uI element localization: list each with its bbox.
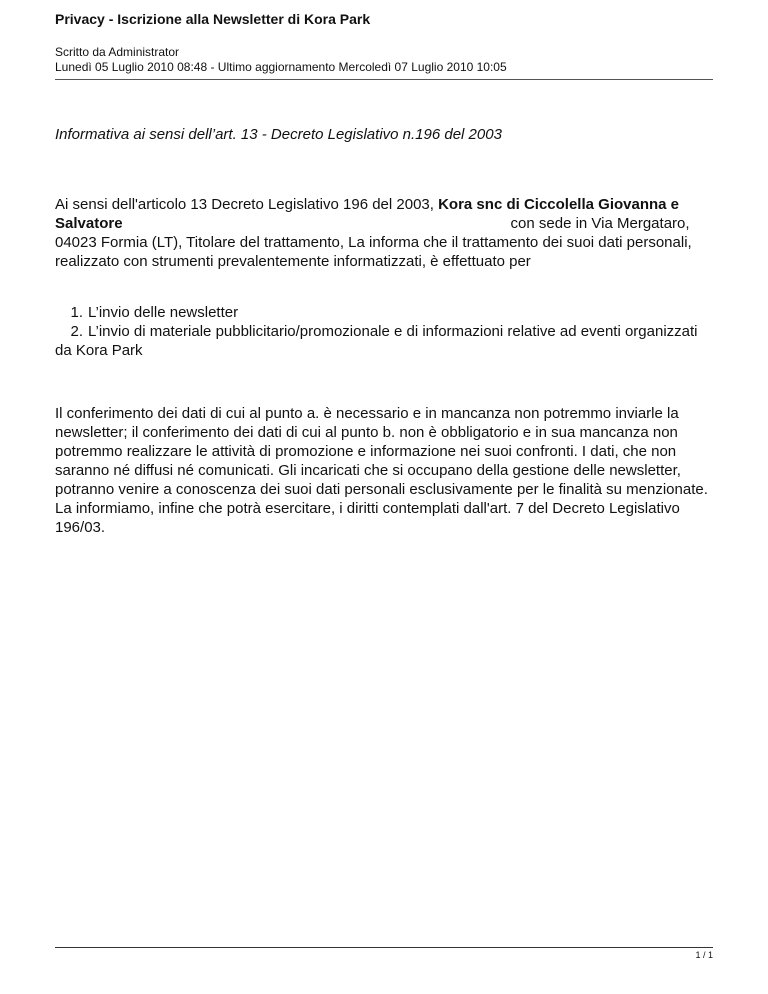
document-header xyxy=(55,10,713,75)
list-item-number: 2. xyxy=(70,323,83,340)
page-title: Privacy - Iscrizione alla Newsletter di Kora Park xyxy=(55,11,371,27)
list-item-text: L’invio delle newsletter xyxy=(88,304,239,321)
list-item-text: L’invio di materiale pubblicitario/promozionale e di informazioni relative ad eventi organizzati da Kora Park xyxy=(55,323,698,359)
paragraph-controller-start: Ai sensi dell'articolo 13 Decreto Legislativo 196 del 2003, xyxy=(55,196,439,213)
date-line: Lunedì 05 Luglio 2010 08:48 - Ultimo aggiornamento Mercoledì 07 Luglio 2010 10:05 xyxy=(55,60,507,74)
paragraph-controller xyxy=(55,195,715,271)
list-item xyxy=(55,322,715,360)
footer-divider xyxy=(55,947,713,948)
list-item xyxy=(55,303,715,322)
author-line: Scritto da Administrator xyxy=(55,45,180,59)
purpose-list xyxy=(55,303,715,360)
intro-heading: Informativa ai sensi dell’art. 13 - Decreto Legislativo n.196 del 2003 xyxy=(55,126,502,143)
company-name: Kora snc di Ciccolella Giovanna e Salvatore xyxy=(55,196,680,232)
paragraph-controller-end: con sede in Via Mergataro, 04023 Formia (LT), Titolare del trattamento, La informa che il trattamento dei suoi dati personali, realizzato con strumenti prevalentemente informatizzati, è effettuato per xyxy=(55,215,692,270)
header-divider xyxy=(55,79,713,80)
list-item-number: 1. xyxy=(70,304,83,321)
paragraph-consent: Il conferimento dei dati di cui al punto a. è necessario e in mancanza non potremmo inviarle la newsletter; il conferimento dei dati di cui al punto b. non è obbligatorio e in sua mancanza non potremmo realizzare le attività di promozione e informazione nei suoi confronti. I dati, che non saranno né diffusi né comunicati. Gli incaricati che si occupano della gestione delle newsletter, potranno venire a conoscenza dei suoi dati personali esclusivamente per le finalità su menzionate. La informiamo, infine che potrà esercitare, i diritti contemplati dall'art. 7 del Decreto Legislativo 196/03. xyxy=(55,405,708,536)
page-number: 1 / 1 xyxy=(695,950,713,960)
